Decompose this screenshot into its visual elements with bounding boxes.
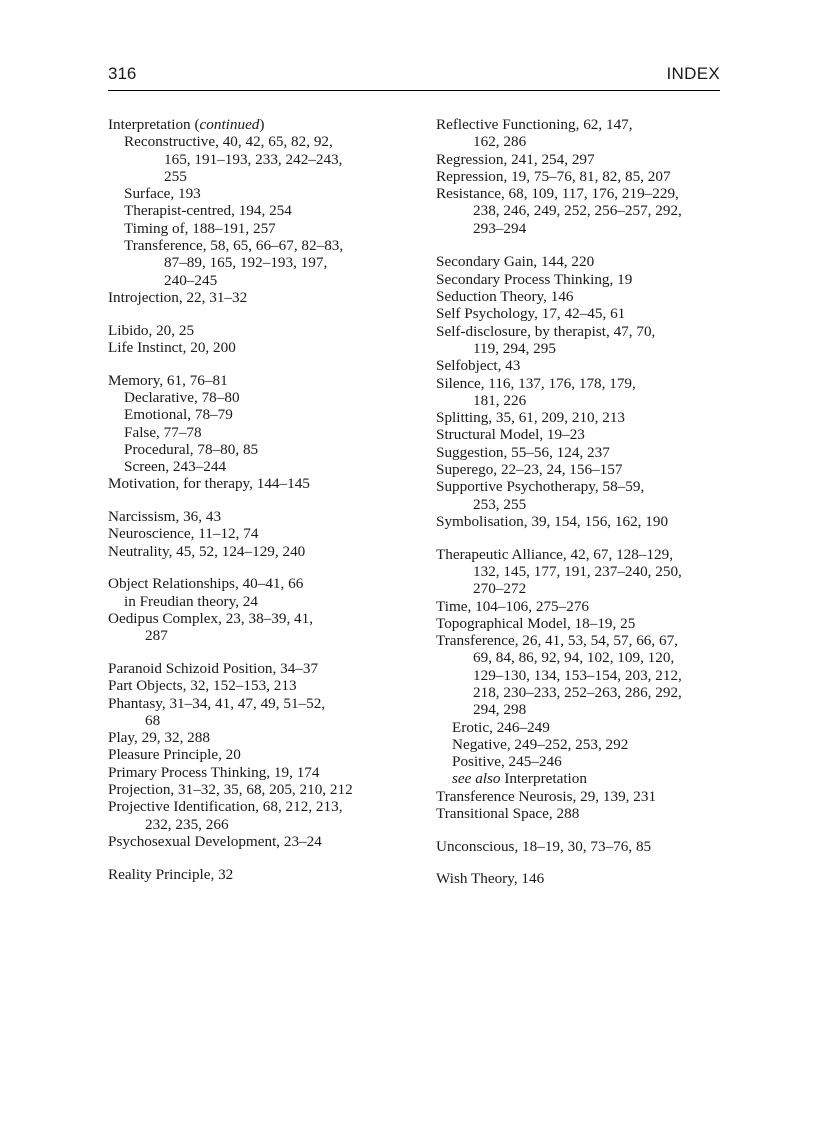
index-subentry: Reconstructive, 40, 42, 65, 82, 92, [124, 133, 333, 151]
index-entry: Projective Identification, 68, 212, 213, [108, 798, 343, 816]
index-entry: Reflective Functioning, 62, 147, [436, 116, 633, 133]
index-entry: Transitional Space, 288 [436, 805, 580, 823]
index-continuation: 132, 145, 177, 191, 237–240, 250, [473, 562, 682, 580]
index-cross-reference: see also Interpretation [452, 770, 587, 788]
index-entry: Repression, 19, 75–76, 81, 82, 85, 207 [436, 167, 671, 185]
index-subentry: Surface, 193 [124, 185, 201, 203]
index-continuation: 253, 255 [473, 495, 527, 513]
index-entry: Introjection, 22, 31–32 [108, 288, 248, 306]
index-entry: Secondary Process Thinking, 19 [436, 270, 633, 288]
index-entry: Phantasy, 31–34, 41, 47, 49, 51–52, [108, 694, 326, 712]
index-subentry: Negative, 249–252, 253, 292 [452, 735, 629, 753]
index-continuation: 181, 226 [473, 391, 527, 409]
index-entry: Superego, 22–23, 24, 156–157 [436, 461, 623, 479]
index-entry: Regression, 241, 254, 297 [436, 150, 595, 168]
index-entry: Wish Theory, 146 [436, 870, 545, 888]
index-entry: Motivation, for therapy, 144–145 [108, 475, 310, 493]
index-entry: Projection, 31–32, 35, 68, 205, 210, 212 [108, 781, 353, 799]
index-entry: Splitting, 35, 61, 209, 210, 213 [436, 409, 626, 427]
index-continuation: 270–272 [473, 580, 527, 598]
index-entry: Part Objects, 32, 152–153, 213 [108, 677, 297, 695]
index-continuation: 87–89, 165, 192–193, 197, [164, 254, 328, 272]
index-continuation: 294, 298 [473, 701, 527, 719]
index-continuation: 68 [145, 711, 161, 729]
index-entry: Therapeutic Alliance, 42, 67, 128–129, [436, 545, 674, 563]
index-entry: Psychosexual Development, 23–24 [108, 832, 322, 850]
index-entry: Paranoid Schizoid Position, 34–37 [108, 659, 319, 677]
index-entry: Secondary Gain, 144, 220 [436, 253, 595, 271]
index-entry: Interpretation (continued) [108, 116, 265, 133]
index-subentry: Therapist-centred, 194, 254 [124, 202, 292, 220]
index-entry: Topographical Model, 18–19, 25 [436, 614, 636, 632]
index-entry: Self-disclosure, by therapist, 47, 70, [436, 322, 656, 340]
index-entry: Silence, 116, 137, 176, 178, 179, [436, 374, 636, 392]
index-subentry: Timing of, 188–191, 257 [124, 219, 276, 237]
running-title: INDEX [666, 64, 720, 83]
index-continuation: 162, 286 [473, 133, 527, 151]
index-entry: Structural Model, 19–23 [436, 426, 585, 444]
index-entry: Reality Principle, 32 [108, 865, 234, 883]
index-entry: Primary Process Thinking, 19, 174 [108, 763, 320, 781]
index-entry: Unconscious, 18–19, 30, 73–76, 85 [436, 837, 652, 855]
index-subentry: Erotic, 246–249 [452, 718, 550, 736]
index-subentry: Transference, 58, 65, 66–67, 82–83, [124, 237, 344, 255]
index-entry: Neuroscience, 11–12, 74 [108, 525, 259, 543]
index-subentry: Screen, 243–244 [124, 458, 227, 476]
index-entry: Resistance, 68, 109, 117, 176, 219–229, [436, 185, 679, 203]
index-entry: Memory, 61, 76–81 [108, 371, 228, 389]
index-continuation: 165, 191–193, 233, 242–243, [164, 150, 343, 168]
index-column-right [436, 116, 722, 888]
index-subentry: Declarative, 78–80 [124, 388, 240, 406]
index-entry: Transference, 26, 41, 53, 54, 57, 66, 67, [436, 632, 678, 650]
index-entry: Time, 104–106, 275–276 [436, 597, 590, 615]
index-column-left [108, 116, 414, 883]
index-entry: Narcissism, 36, 43 [108, 508, 222, 526]
index-subentry: Positive, 245–246 [452, 753, 562, 771]
index-entry: Transference Neurosis, 29, 139, 231 [436, 787, 657, 805]
page-number: 316 [108, 64, 137, 83]
index-continuation: 240–245 [164, 271, 218, 289]
running-head [108, 62, 720, 91]
index-entry: Symbolisation, 39, 154, 156, 162, 190 [436, 512, 669, 530]
index-entry: Self Psychology, 17, 42–45, 61 [436, 305, 626, 323]
index-entry: Object Relationships, 40–41, 66 [108, 575, 304, 593]
index-entry: Supportive Psychotherapy, 58–59, [436, 478, 645, 496]
index-continuation: 232, 235, 266 [145, 815, 229, 833]
index-entry: Oedipus Complex, 23, 38–39, 41, [108, 609, 314, 627]
index-entry: Libido, 20, 25 [108, 321, 195, 339]
index-entry: Suggestion, 55–56, 124, 237 [436, 443, 610, 461]
index-continuation: 287 [145, 627, 168, 645]
index-continuation: 293–294 [473, 219, 527, 237]
index-continuation: 238, 246, 249, 252, 256–257, 292, [473, 202, 682, 220]
index-entry: Life Instinct, 20, 200 [108, 338, 236, 356]
index-subentry: in Freudian theory, 24 [124, 592, 258, 610]
index-subentry: Procedural, 78–80, 85 [124, 440, 259, 458]
index-subentry: False, 77–78 [124, 423, 202, 441]
index-continuation: 119, 294, 295 [473, 339, 556, 357]
index-continuation: 218, 230–233, 252–263, 286, 292, [473, 683, 682, 701]
index-continuation: 69, 84, 86, 92, 94, 102, 109, 120, [473, 649, 675, 667]
index-continuation: 255 [164, 167, 187, 185]
index-entry: Neutrality, 45, 52, 124–129, 240 [108, 542, 306, 560]
index-entry: Play, 29, 32, 288 [108, 729, 210, 747]
index-entry: Pleasure Principle, 20 [108, 746, 241, 764]
index-subentry: Emotional, 78–79 [124, 406, 233, 424]
index-continuation: 129–130, 134, 153–154, 203, 212, [473, 666, 682, 684]
index-entry: Seduction Theory, 146 [436, 288, 574, 306]
index-entry: Selfobject, 43 [436, 357, 521, 375]
